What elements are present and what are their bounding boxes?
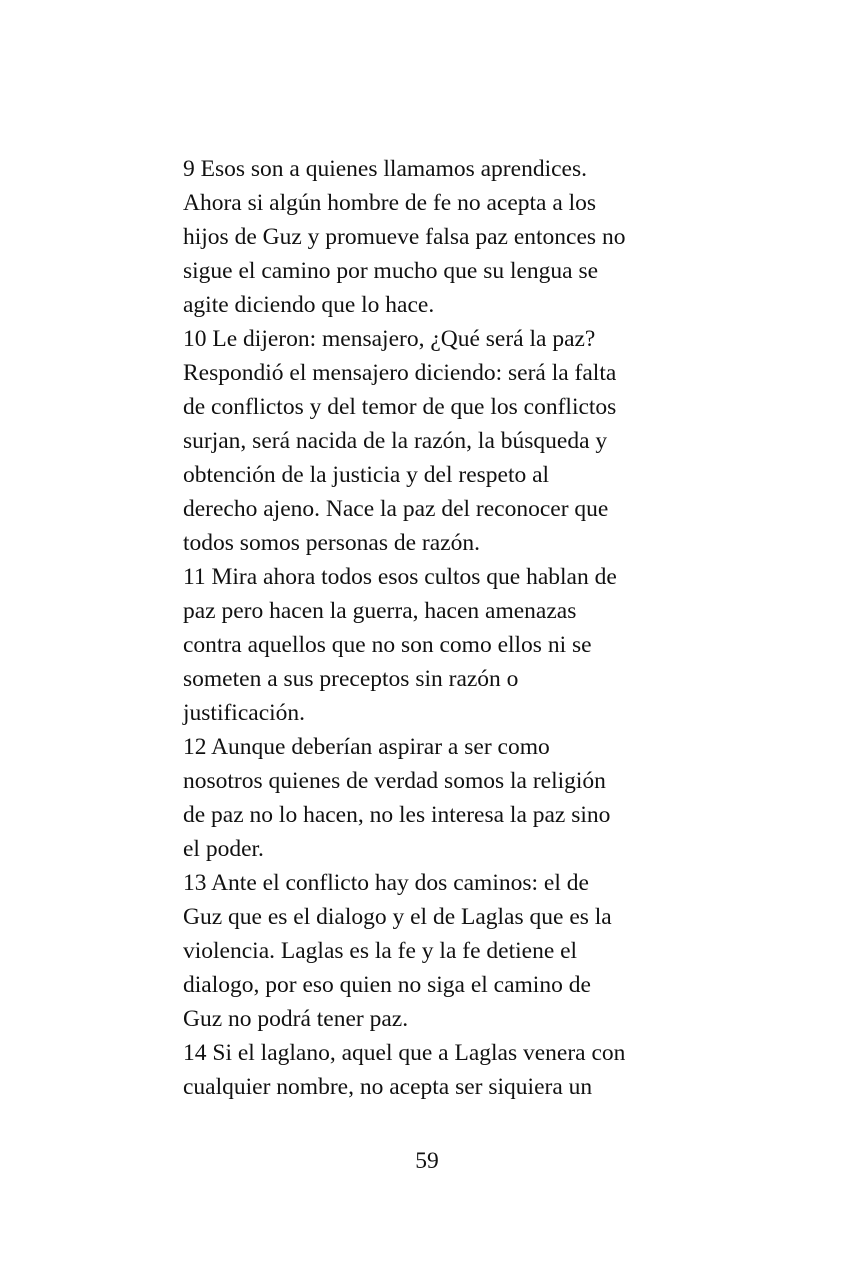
text-line: 9 Esos son a quienes llamamos aprendices. [183,156,587,182]
text-line: contra aquellos que no son como ellos ni se [183,632,592,658]
text-line: cualquier nombre, no acepta ser siquiera un [183,1074,593,1100]
text-line: hijos de Guz y promueve falsa paz entonces no [183,224,626,250]
text-line: todos somos personas de razón. [183,530,480,556]
text-line: paz pero hacen la guerra, hacen amenazas [183,598,577,624]
text-line: de conflictos y del temor de que los conflictos [183,394,617,420]
body-text [183,152,673,1104]
text-line: obtención de la justicia y del respeto al [183,462,550,488]
text-line: Ahora si algún hombre de fe no acepta a los [183,190,597,216]
text-line: de paz no lo hacen, no les interesa la paz sino [183,802,611,828]
text-line: 11 Mira ahora todos esos cultos que hablan de [183,564,617,590]
text-line: 14 Si el laglano, aquel que a Laglas venera con [183,1040,626,1066]
text-line: 12 Aunque deberían aspirar a ser como [183,734,550,760]
text-line: someten a sus preceptos sin razón o [183,666,519,692]
text-line: nosotros quienes de verdad somos la religión [183,768,606,794]
text-line: Guz no podrá tener paz. [183,1006,409,1032]
text-line: dialogo, por eso quien no siga el camino de [183,972,591,998]
text-line: surjan, será nacida de la razón, la búsqueda y [183,428,608,454]
text-line: 13 Ante el conflicto hay dos caminos: el de [183,870,589,896]
text-line: 10 Le dijeron: mensajero, ¿Qué será la paz? [183,326,596,352]
text-line: Respondió el mensajero diciendo: será la falta [183,360,617,386]
text-line: el poder. [183,836,264,862]
text-line: Guz que es el dialogo y el de Laglas que es la [183,904,612,930]
text-line: violencia. Laglas es la fe y la fe detiene el [183,938,578,964]
text-line: sigue el camino por mucho que su lengua se [183,258,599,284]
text-line: agite diciendo que lo hace. [183,292,435,318]
text-line: justificación. [183,700,306,726]
text-line: derecho ajeno. Nace la paz del reconocer que [183,496,609,522]
page-number: 59 [415,1148,439,1174]
